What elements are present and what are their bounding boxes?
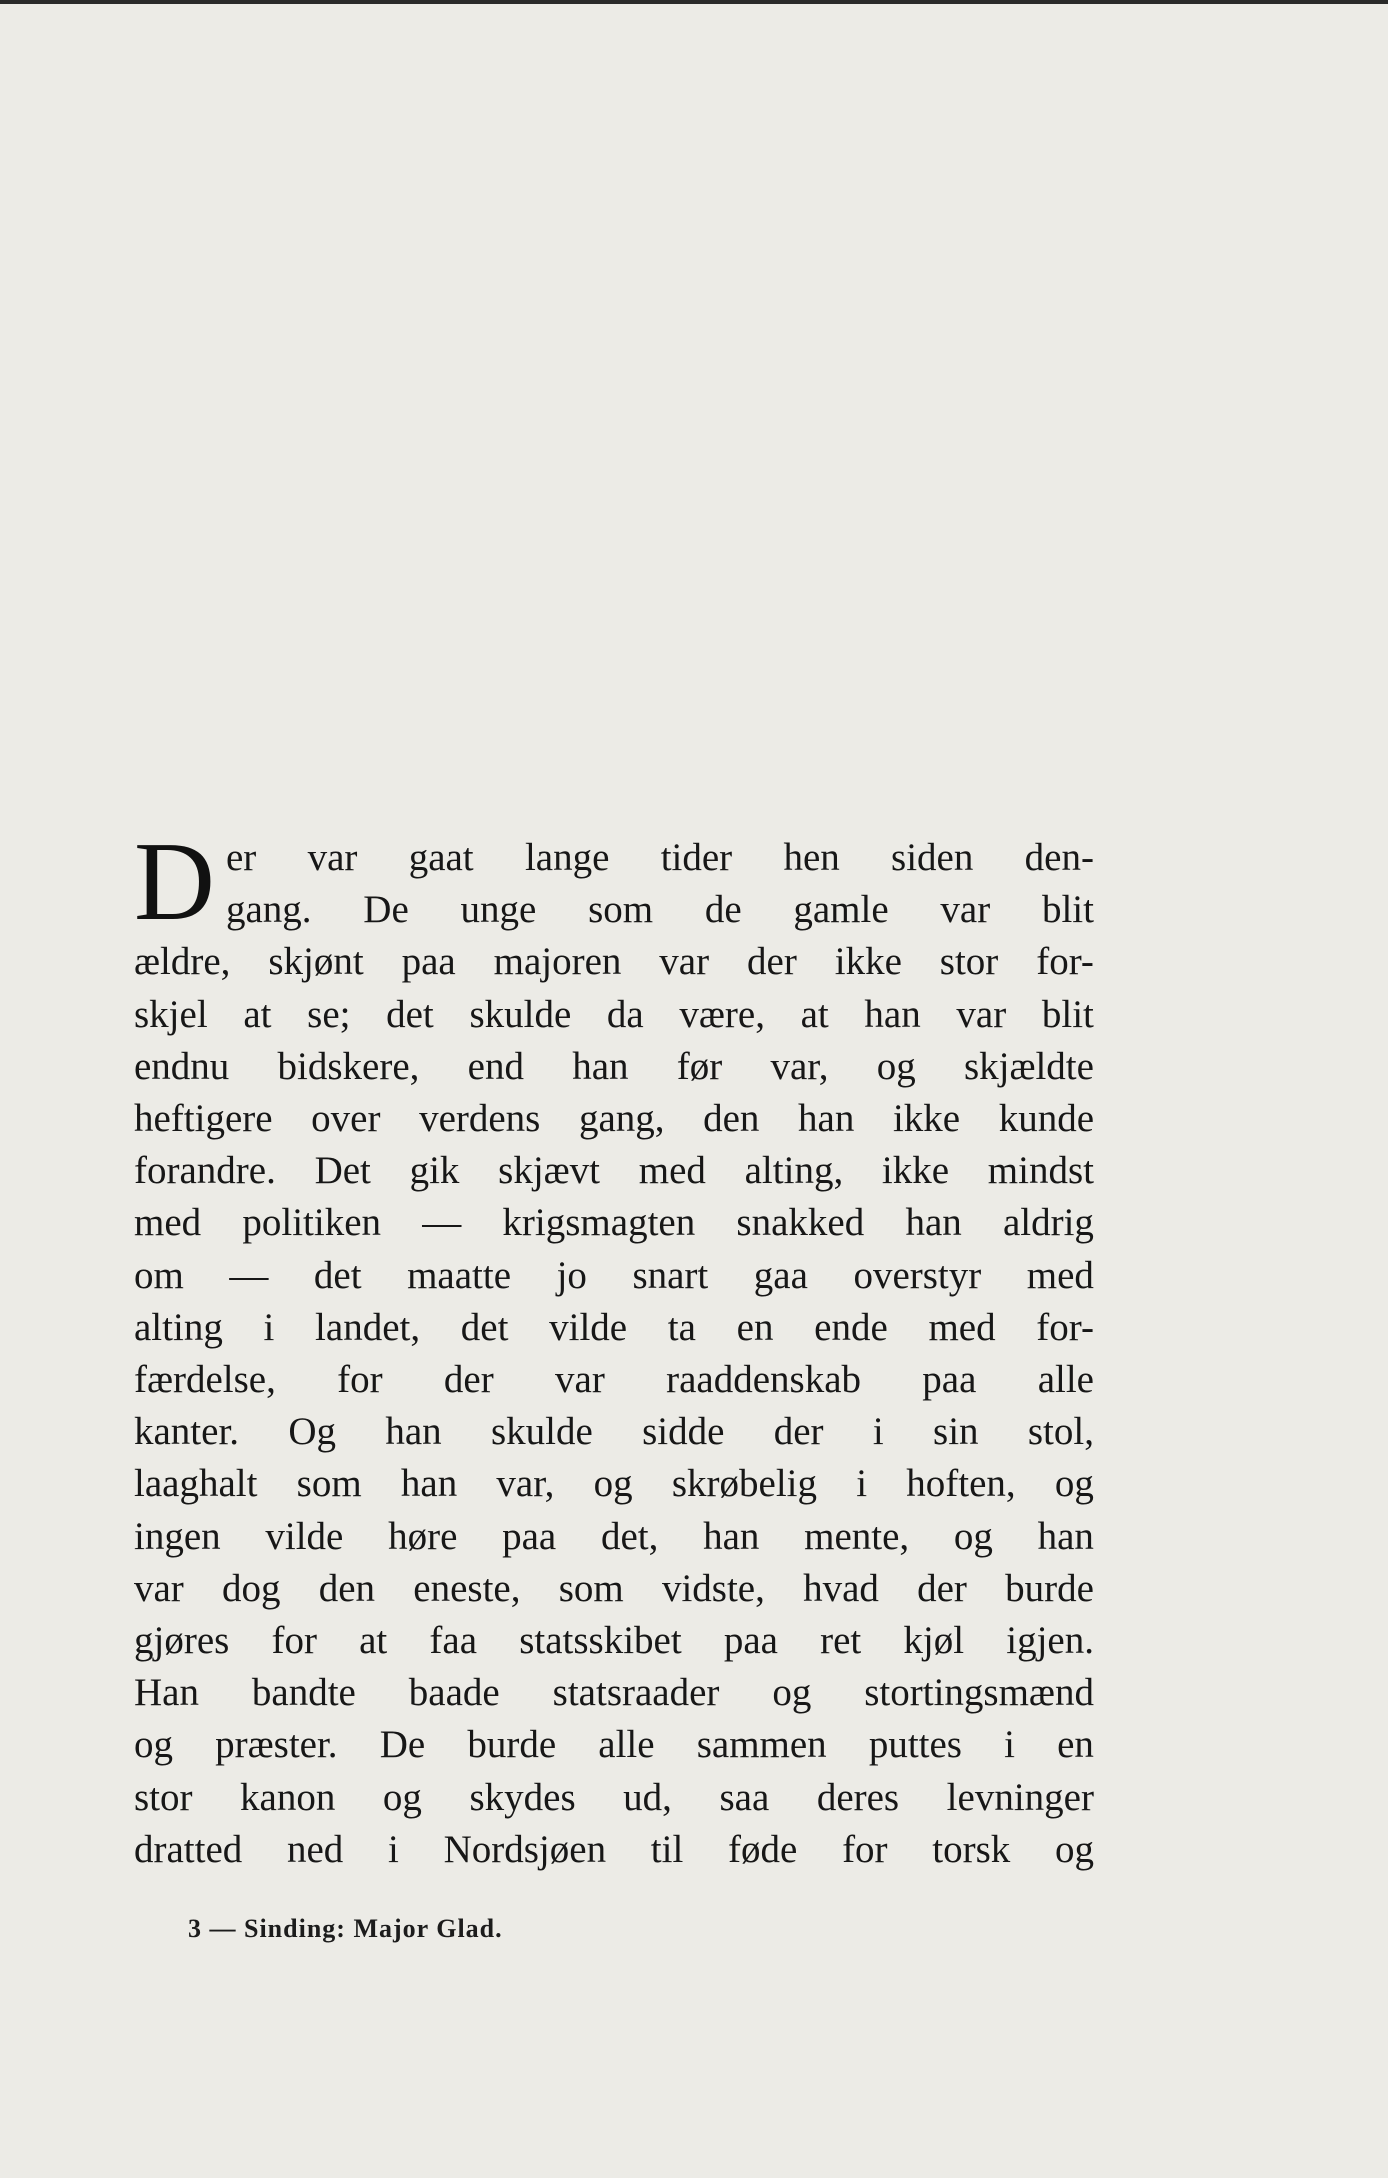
word: De xyxy=(379,1723,426,1766)
word: stor xyxy=(939,940,999,983)
word: at xyxy=(800,993,829,1036)
word: han xyxy=(385,1410,442,1453)
word: en xyxy=(736,1306,774,1349)
word: den- xyxy=(1024,836,1094,879)
word: sammen xyxy=(696,1723,827,1766)
word: gaa xyxy=(753,1254,808,1297)
word: baade xyxy=(408,1671,500,1714)
word: skrøbelig xyxy=(671,1462,818,1505)
word: at xyxy=(359,1619,388,1662)
word: skulde xyxy=(490,1410,593,1453)
word: igjen. xyxy=(1006,1619,1094,1662)
word: stor xyxy=(134,1776,193,1819)
word: vidste, xyxy=(661,1567,765,1610)
word: skjønt xyxy=(268,940,364,983)
text-line xyxy=(134,1458,1094,1510)
word: maatte xyxy=(407,1254,512,1297)
text-line xyxy=(134,989,1094,1041)
word: Og xyxy=(288,1410,337,1453)
word: til xyxy=(650,1828,684,1871)
word: var xyxy=(134,1567,184,1610)
word: overstyr xyxy=(853,1254,982,1297)
word: ende xyxy=(814,1306,888,1349)
word: hvad xyxy=(803,1567,879,1610)
word: de xyxy=(704,888,742,931)
word: Det xyxy=(314,1149,371,1192)
word: som xyxy=(558,1567,624,1610)
word: Nordsjøen xyxy=(443,1828,607,1871)
word: paa xyxy=(922,1358,977,1401)
word: Han xyxy=(134,1671,199,1714)
scan-top-edge xyxy=(0,0,1388,4)
word: lange xyxy=(524,836,610,879)
drop-cap: D xyxy=(134,820,215,944)
word: han xyxy=(864,993,921,1036)
text-line xyxy=(134,1406,1094,1458)
text-line xyxy=(226,884,1094,936)
word: raaddenskab xyxy=(666,1358,862,1401)
word: hen xyxy=(783,836,840,879)
word: ældre, xyxy=(134,940,231,983)
text-line xyxy=(134,1197,1094,1249)
word: sidde xyxy=(642,1410,725,1453)
word: det xyxy=(313,1254,362,1297)
word: han xyxy=(572,1045,629,1088)
word: levninger xyxy=(946,1776,1094,1819)
word: var xyxy=(555,1358,605,1401)
word: og xyxy=(953,1515,993,1558)
word: ud, xyxy=(623,1776,672,1819)
word: ta xyxy=(667,1306,696,1349)
word: for- xyxy=(1036,940,1094,983)
text-line xyxy=(134,1719,1094,1771)
word: at xyxy=(243,993,272,1036)
word: gaat xyxy=(408,836,474,879)
word: alting, xyxy=(744,1149,844,1192)
text-line xyxy=(134,1563,1094,1615)
word: en xyxy=(1057,1723,1094,1766)
word: ingen xyxy=(134,1515,221,1558)
word: deres xyxy=(816,1776,900,1819)
word: med xyxy=(928,1306,996,1349)
word: vilde xyxy=(549,1306,628,1349)
word: blit xyxy=(1041,888,1094,931)
word: faa xyxy=(429,1619,478,1662)
word: blit xyxy=(1041,993,1094,1036)
word: være, xyxy=(679,993,765,1036)
word: mindst xyxy=(987,1149,1094,1192)
word: ikke xyxy=(834,940,902,983)
word: burde xyxy=(467,1723,557,1766)
word: dratted xyxy=(134,1828,243,1871)
word: i xyxy=(1004,1723,1015,1766)
word: og xyxy=(134,1723,173,1766)
word: tider xyxy=(660,836,733,879)
word: skydes xyxy=(469,1776,576,1819)
word: og xyxy=(772,1671,812,1714)
word: — xyxy=(422,1201,462,1244)
word: sin xyxy=(933,1410,979,1453)
word: alting xyxy=(134,1306,223,1349)
word: paa xyxy=(401,940,456,983)
text-line xyxy=(134,1093,1094,1145)
text-line xyxy=(134,1250,1094,1302)
word: laaghalt xyxy=(134,1462,258,1505)
text-line xyxy=(134,1824,1094,1876)
word: hoften, xyxy=(906,1462,1016,1505)
word: end xyxy=(467,1045,524,1088)
word: som xyxy=(296,1462,362,1505)
word: ned xyxy=(287,1828,344,1871)
word: var, xyxy=(496,1462,555,1505)
word: var xyxy=(940,888,991,931)
text-line xyxy=(134,1145,1094,1197)
word: han xyxy=(1037,1515,1094,1558)
word: puttes xyxy=(868,1723,962,1766)
word: var, xyxy=(770,1045,829,1088)
word: han xyxy=(400,1462,458,1505)
word: kanter. xyxy=(134,1410,240,1453)
word: skulde xyxy=(469,993,572,1036)
word: bidskere, xyxy=(277,1045,420,1088)
word: der xyxy=(443,1358,494,1401)
word: torsk xyxy=(932,1828,1011,1871)
word: burde xyxy=(1005,1567,1094,1610)
word: eneste, xyxy=(413,1567,521,1610)
word: han xyxy=(798,1097,855,1140)
word: gang. xyxy=(226,888,312,931)
word: var xyxy=(956,993,1007,1036)
word: jo xyxy=(556,1254,587,1297)
word: snart xyxy=(632,1254,709,1297)
word: i xyxy=(263,1306,275,1349)
word: for xyxy=(337,1358,383,1401)
word: det xyxy=(386,993,434,1036)
word: og xyxy=(876,1045,916,1088)
word: da xyxy=(606,993,644,1036)
word: i xyxy=(388,1828,399,1871)
word: endnu xyxy=(134,1045,230,1088)
word: saa xyxy=(719,1776,770,1819)
word: skjævt xyxy=(498,1149,601,1192)
word: i xyxy=(856,1462,868,1505)
word: paa xyxy=(723,1619,778,1662)
word: paa xyxy=(502,1515,557,1558)
word: gik xyxy=(409,1149,460,1192)
word: for xyxy=(842,1828,888,1871)
word: politiken xyxy=(242,1201,382,1244)
word: unge xyxy=(460,888,537,931)
word: ikke xyxy=(892,1097,961,1140)
word: færdelse, xyxy=(134,1358,276,1401)
word: gjøres xyxy=(134,1619,230,1662)
page-footer: 3 — Sinding: Major Glad. xyxy=(188,1914,503,1943)
word: og xyxy=(593,1462,633,1505)
word: den xyxy=(318,1567,376,1610)
word: dog xyxy=(222,1567,281,1610)
word: vilde xyxy=(265,1515,344,1558)
word: bandte xyxy=(251,1671,356,1714)
word: siden xyxy=(891,836,974,879)
text-line xyxy=(134,936,1094,988)
word: mente, xyxy=(804,1515,910,1558)
text-line xyxy=(134,1041,1094,1093)
word: og xyxy=(1054,1828,1094,1871)
word: og xyxy=(382,1776,422,1819)
word: aldrig xyxy=(1002,1201,1094,1244)
word: præster. xyxy=(215,1723,338,1766)
word: kanon xyxy=(240,1776,336,1819)
word: det, xyxy=(600,1515,659,1558)
word: over xyxy=(311,1097,381,1140)
word: høre xyxy=(388,1515,458,1558)
word: ret xyxy=(820,1619,862,1662)
word: alle xyxy=(1037,1358,1094,1401)
word: der xyxy=(747,940,797,983)
text-line xyxy=(134,1667,1094,1719)
word: majoren xyxy=(493,940,622,983)
word: se; xyxy=(307,993,351,1036)
word: heftigere xyxy=(134,1097,273,1140)
word: — xyxy=(229,1254,269,1297)
word: er xyxy=(226,836,257,879)
word: med xyxy=(134,1201,202,1244)
word: statsraader xyxy=(552,1671,720,1714)
word: snakked xyxy=(736,1201,865,1244)
word: alle xyxy=(598,1723,655,1766)
word: for xyxy=(271,1619,317,1662)
word: var xyxy=(659,940,710,983)
word: De xyxy=(363,888,409,931)
word: han xyxy=(905,1201,962,1244)
word: gang, xyxy=(578,1097,665,1140)
word: om xyxy=(134,1254,184,1297)
word: før xyxy=(676,1045,723,1088)
word: landet, xyxy=(315,1306,421,1349)
word: ikke xyxy=(881,1149,950,1192)
word: verdens xyxy=(419,1097,541,1140)
word: statsskibet xyxy=(519,1619,682,1662)
word: den xyxy=(703,1097,760,1140)
word: for- xyxy=(1036,1306,1094,1349)
word: det xyxy=(460,1306,509,1349)
word: han xyxy=(703,1515,760,1558)
text-line xyxy=(134,1511,1094,1563)
word: med xyxy=(1026,1254,1094,1297)
word: som xyxy=(588,888,654,931)
text-line xyxy=(134,1302,1094,1354)
word: forandre. xyxy=(134,1149,276,1192)
word: stol, xyxy=(1027,1410,1094,1453)
word: der xyxy=(917,1567,967,1610)
text-line xyxy=(226,832,1094,884)
word: skjel xyxy=(134,993,208,1036)
text-line xyxy=(134,1772,1094,1824)
word: og xyxy=(1054,1462,1094,1505)
word: føde xyxy=(728,1828,798,1871)
word: skjældte xyxy=(963,1045,1094,1088)
word: der xyxy=(773,1410,824,1453)
text-line xyxy=(134,1354,1094,1406)
word: kjøl xyxy=(903,1619,965,1662)
word: med xyxy=(638,1149,706,1192)
word: krigsmagten xyxy=(502,1201,696,1244)
word: i xyxy=(872,1410,884,1453)
word: var xyxy=(307,836,358,879)
word: kunde xyxy=(998,1097,1094,1140)
text-line xyxy=(134,1615,1094,1667)
word: stortingsmænd xyxy=(864,1671,1094,1714)
word: gamle xyxy=(793,888,889,931)
